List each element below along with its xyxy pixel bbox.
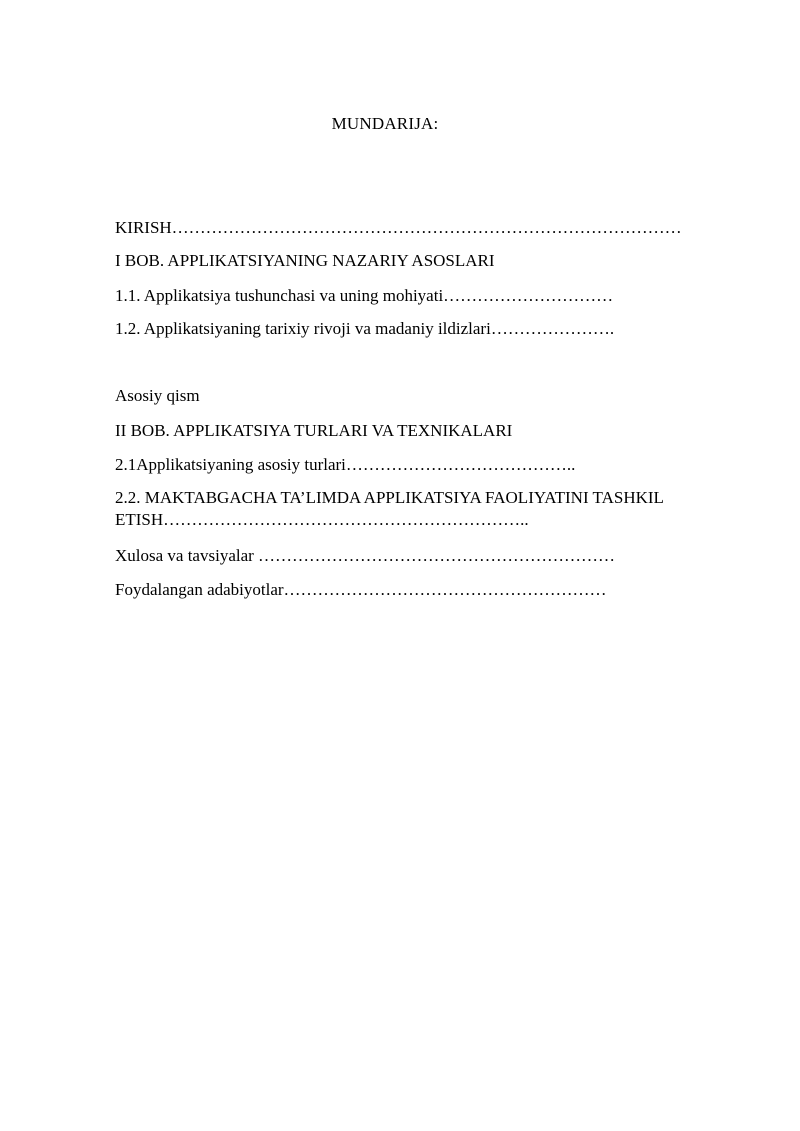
toc-entry-section-1-2: 1.2. Applikatsiyaning tarixiy rivoji va madaniy ildizlari………………….	[115, 319, 615, 338]
toc-entry-section-2-2: 2.2. MAKTABGACHA TA’LIMDA APPLIKATSIYA FAOLIYATINI TASHKIL ETISH………………………………………………………..	[115, 488, 664, 529]
toc-title: MUNDARIJA:	[331, 114, 439, 133]
toc-entry-main-part: Asosiy qism	[115, 386, 200, 405]
toc-entry-section-1-1: 1.1. Applikatsiya tushunchasi va uning mohiyati…………………………	[115, 286, 614, 305]
toc-entry-chapter-1: I BOB. APPLIKATSIYANING NAZARIY ASOSLARI	[115, 251, 495, 270]
toc-entry-conclusion: Xulosa va tavsiyalar ………………………………………………………	[115, 546, 616, 565]
toc-entry-kirish: KIRISH………………………………………………………………………………	[115, 218, 682, 237]
toc-entry-references: Foydalangan adabiyotlar…………………………………………………	[115, 580, 607, 599]
toc-entry-chapter-2: II BOB. APPLIKATSIYA TURLARI VA TEXNIKALARI	[115, 421, 513, 440]
toc-entry-section-2-1: 2.1Applikatsiyaning asosiy turlari…………………………………..	[115, 455, 576, 474]
